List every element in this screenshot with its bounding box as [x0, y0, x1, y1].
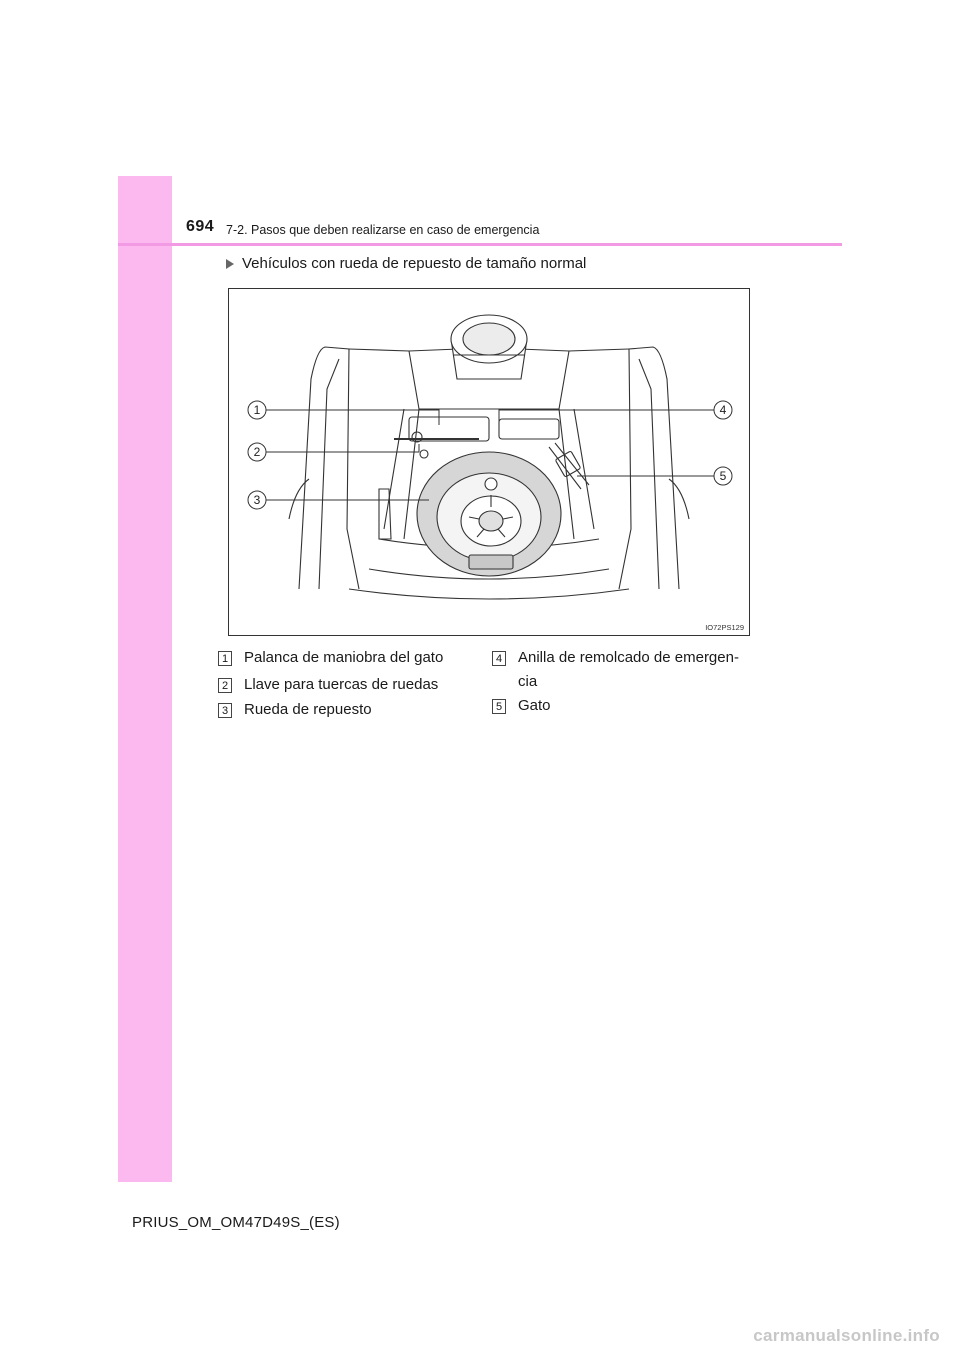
- legend-text: Anilla de remolcado de emergen-cia: [518, 649, 739, 690]
- legend-text: Llave para tuercas de ruedas: [244, 676, 439, 693]
- legend-number: 3: [218, 703, 232, 718]
- callout-4: 4: [719, 403, 727, 417]
- callout-3: 3: [253, 493, 261, 507]
- legend-text: Palanca de maniobra del gato: [244, 649, 444, 666]
- legend-text: Gato: [518, 697, 551, 714]
- legend-item-4: [492, 650, 752, 694]
- legend-text: Rueda de repuesto: [244, 701, 372, 718]
- triangle-bullet-icon: [226, 259, 234, 269]
- trunk-drawing: [229, 289, 749, 635]
- trunk-illustration: [228, 288, 750, 636]
- legend-item-1: [218, 650, 443, 670]
- side-color-band: [118, 176, 172, 1182]
- legend-item-2: [218, 677, 438, 697]
- section-title: 7-2. Pasos que deben realizarse en caso de emergencia: [226, 223, 540, 237]
- subheading: [226, 255, 586, 272]
- header-rule: [118, 243, 842, 246]
- page-number: 694: [186, 218, 215, 235]
- legend-number: 5: [492, 699, 506, 714]
- callout-1: 1: [253, 403, 261, 417]
- document-code: PRIUS_OM_OM47D49S_(ES): [132, 1214, 340, 1231]
- legend-number: 1: [218, 651, 232, 666]
- legend-item-3: [218, 702, 372, 722]
- callout-5: 5: [719, 469, 727, 483]
- callout-2: 2: [253, 445, 261, 459]
- legend-number: 4: [492, 651, 506, 666]
- figure-code: IO72PS129: [705, 623, 744, 632]
- subheading-text: Vehículos con rueda de repuesto de tamaño normal: [242, 255, 587, 272]
- legend-number: 2: [218, 678, 232, 693]
- watermark: carmanualsonline.info: [753, 1326, 940, 1345]
- legend-item-5: [492, 698, 551, 718]
